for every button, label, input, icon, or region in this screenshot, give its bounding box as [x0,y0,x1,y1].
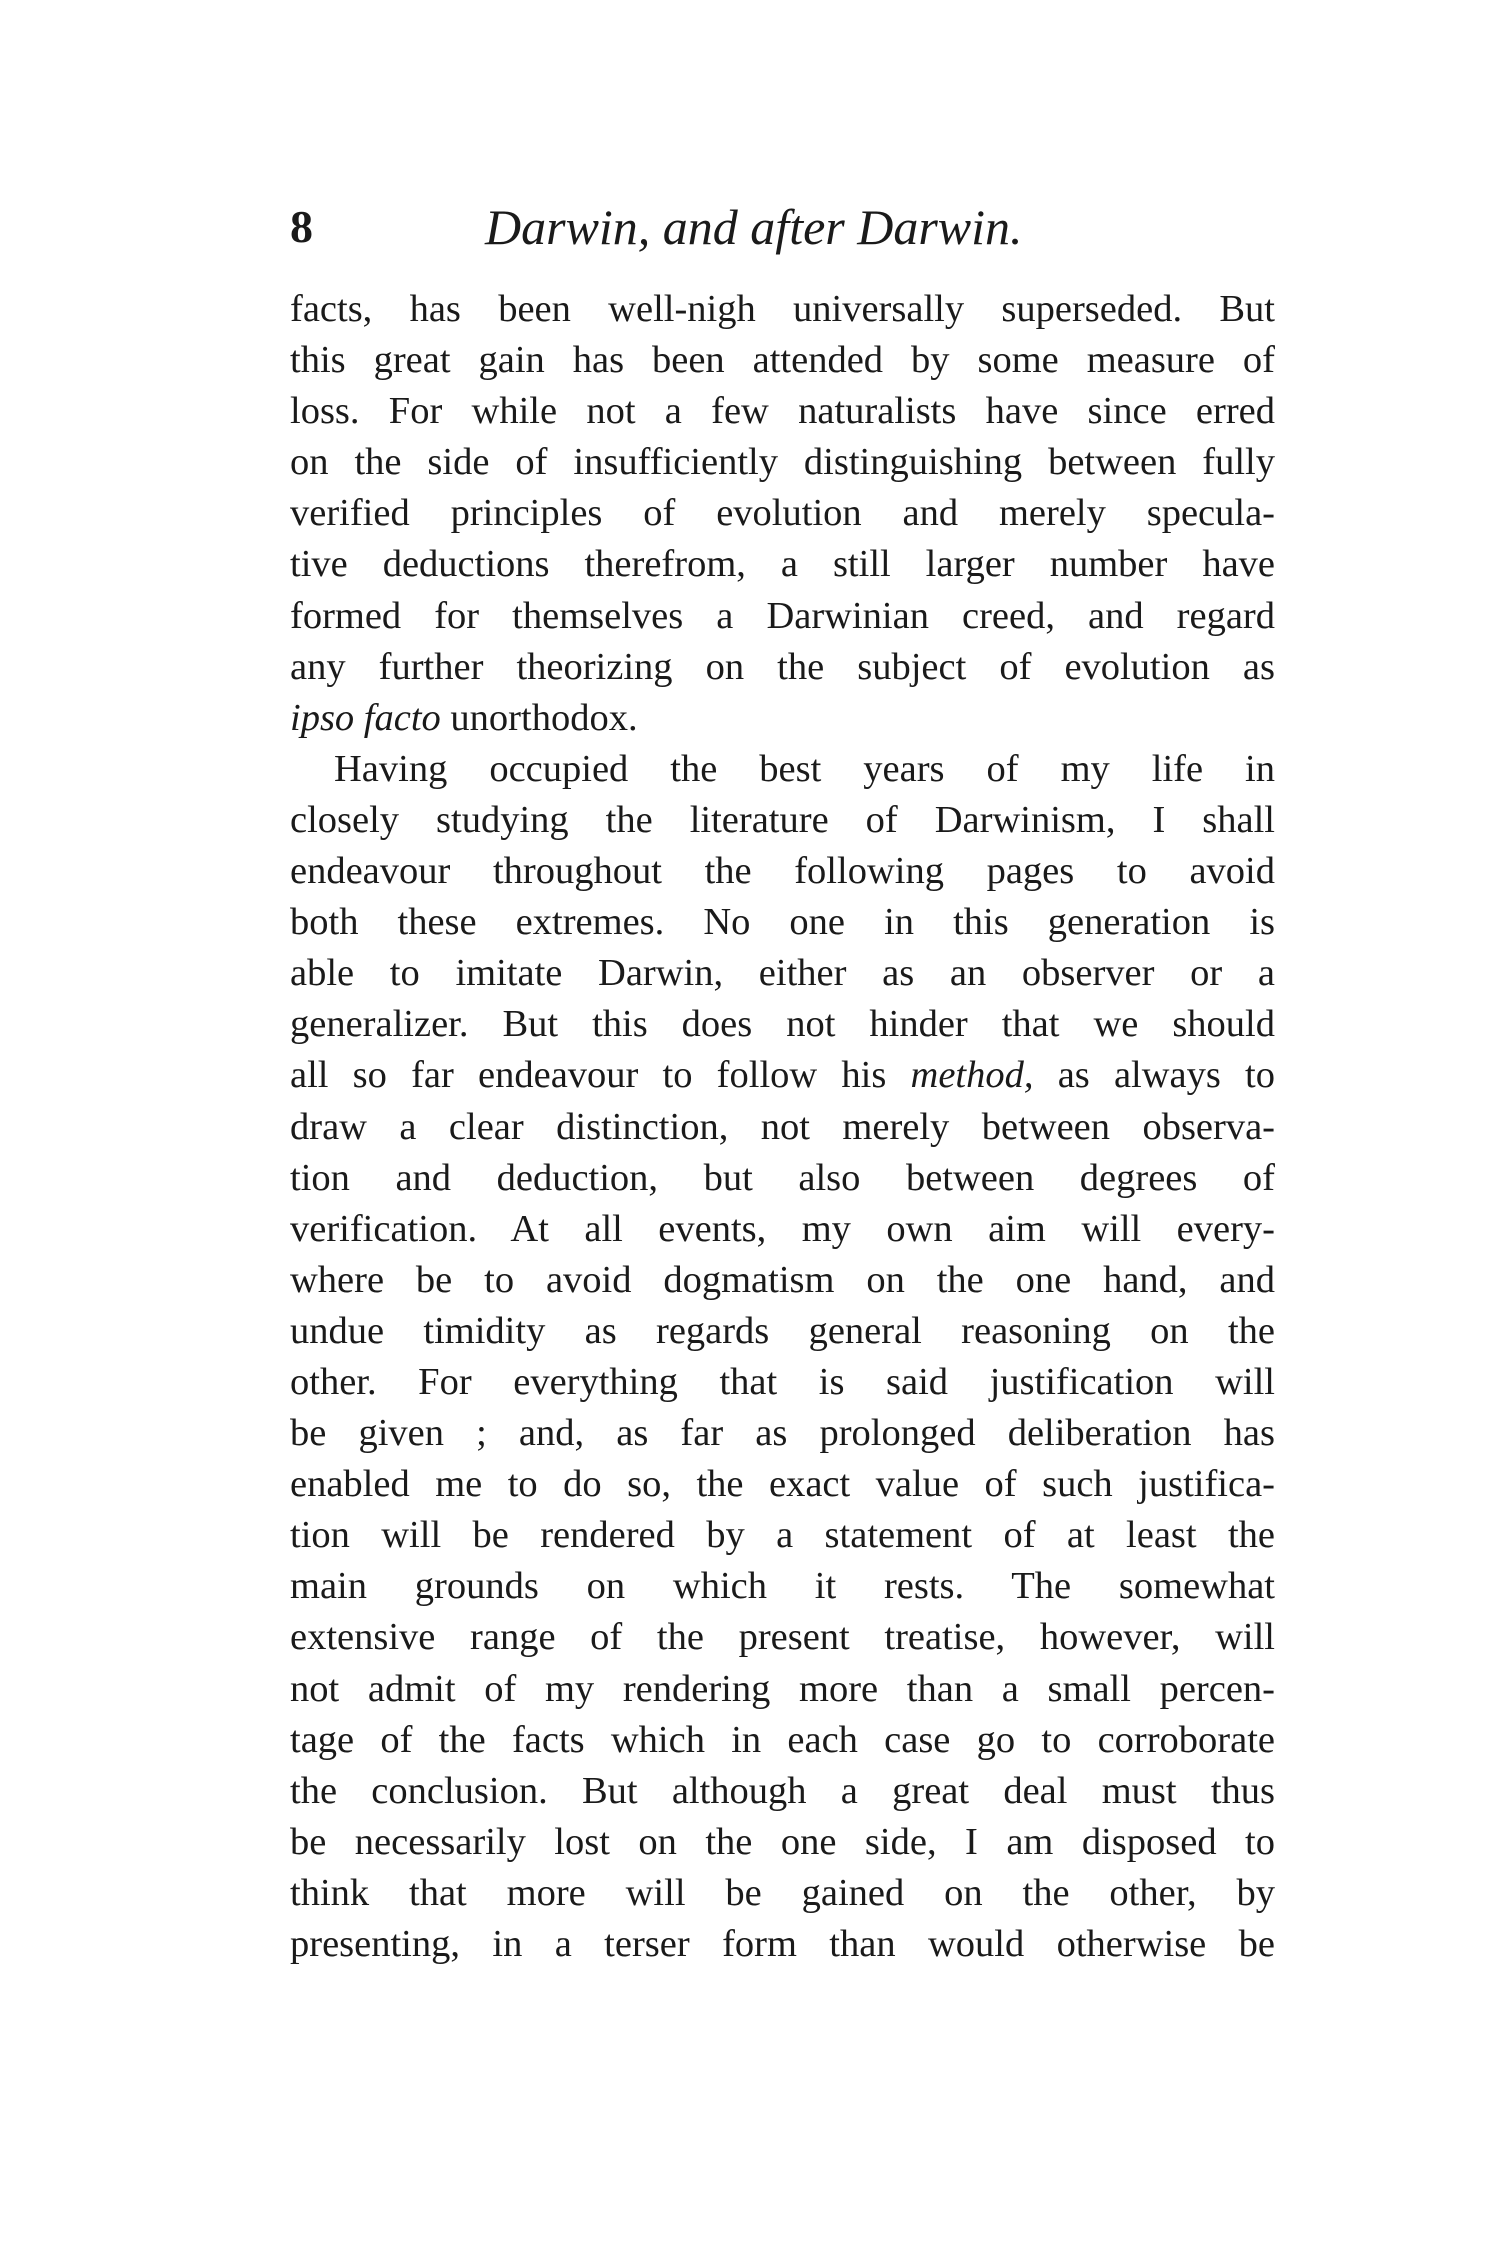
text-line: on the side of insufficiently distinguishing between fully [290,441,1275,484]
text-fragment: all so far endeavour to follow his [290,1054,911,1097]
text-line: any further theorizing on the subject of evolution as [290,645,1275,688]
text-line: extensive range of the present treatise, however, will [290,1616,1275,1659]
text-line: tion and deduction, but also between degrees of [290,1156,1275,1199]
italic-phrase: ipso facto [290,696,441,739]
text-line: undue timidity as regards general reasoning on the [290,1309,1275,1352]
text-line: main grounds on which it rests. The somewhat [290,1565,1275,1608]
body-text [290,284,1275,1970]
text-line: facts, has been well-nigh universally superseded. But [290,288,1275,330]
text-fragment: as always to [1033,1054,1275,1097]
text-line: be given ; and, as far as prolonged deliberation has [290,1412,1275,1455]
text-line: think that more will be gained on the other, by [290,1871,1275,1914]
text-line: enabled me to do so, the exact value of such justifica- [290,1463,1275,1506]
text-line: tive deductions therefrom, a still larger number have [290,543,1275,586]
text-line: tion will be rendered by a statement of at least the [290,1514,1275,1557]
text-line: verified principles of evolution and merely specula- [290,492,1275,535]
page-header [290,192,1280,262]
text-line: both these extremes. No one in this generation is [290,901,1275,944]
text-line [290,1050,1275,1101]
text-line: not admit of my rendering more than a small percen- [290,1667,1275,1710]
text-line: endeavour throughout the following pages to avoid [290,850,1275,893]
text-line: formed for themselves a Darwinian creed, and regard [290,594,1275,637]
paragraph-start-line: Having occupied the best years of my life in [334,747,1275,790]
running-title: Darwin, and after Darwin. [485,199,1023,255]
text-line: other. For everything that is said justification will [290,1360,1275,1403]
text-line: able to imitate Darwin, either as an observer or a [290,952,1275,995]
text-line: be necessarily lost on the one side, I am disposed to [290,1820,1275,1863]
text-line: where be to avoid dogmatism on the one hand, and [290,1258,1275,1301]
text-line: the conclusion. But although a great deal must thus [290,1769,1275,1812]
text-line: presenting, in a terser form than would otherwise be [290,1923,1275,1965]
text-line: tage of the facts which in each case go to corroborate [290,1718,1275,1761]
text-line: loss. For while not a few naturalists have since erred [290,390,1275,433]
italic-word: method, [910,1054,1034,1097]
text-line: closely studying the literature of Darwinism, I shall [290,798,1275,841]
text-line: verification. At all events, my own aim will every- [290,1207,1275,1250]
text-line: draw a clear distinction, not merely between observa- [290,1105,1275,1148]
page-number: 8 [290,201,313,252]
text-line: generalizer. But this does not hinder that we should [290,1003,1275,1046]
text-line [290,693,1275,744]
text-fragment: unorthodox. [440,696,638,739]
text-line: this great gain has been attended by some measure of [290,339,1275,382]
